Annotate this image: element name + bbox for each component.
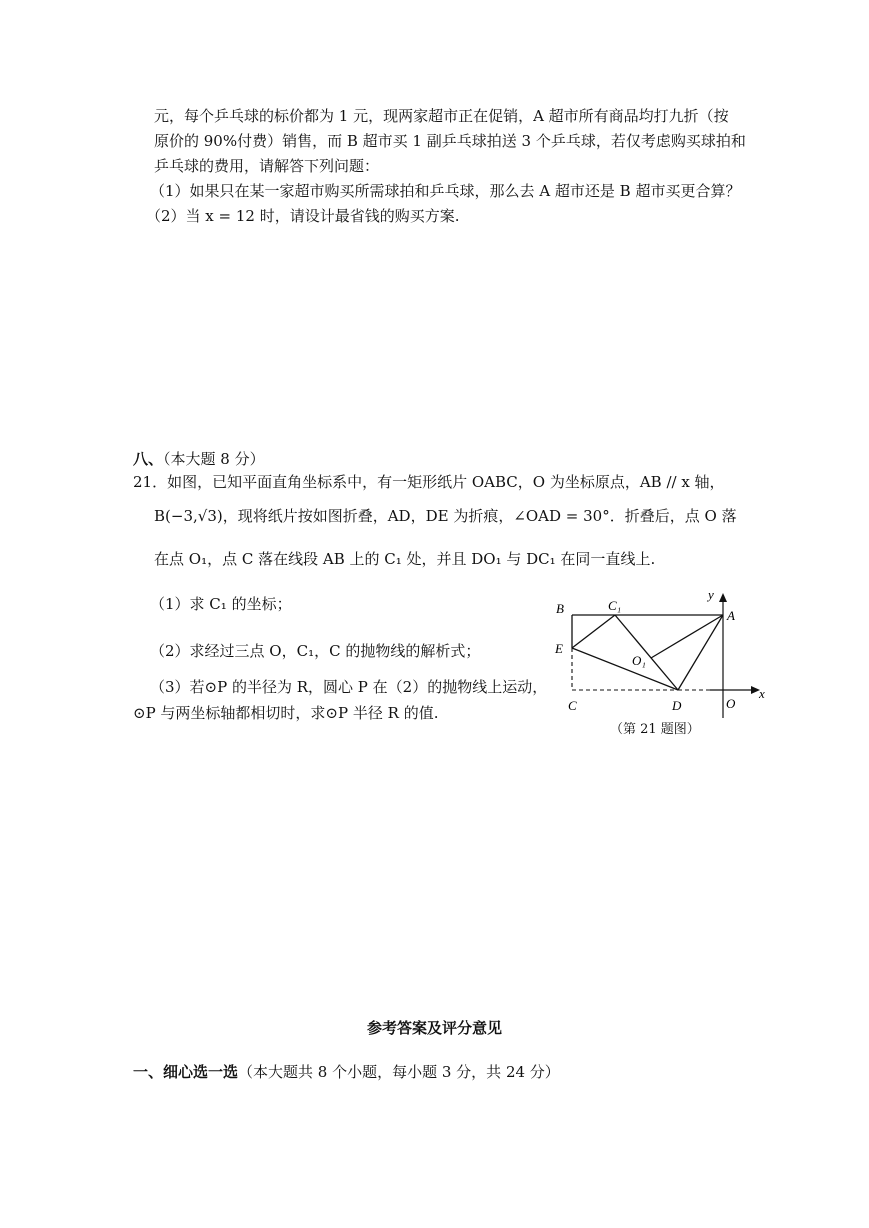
q20-subquestion-1: （1）如果只在某一家超市购买所需球拍和乒乓球，那么去 A 超市还是 B 超市买更合算？ — [150, 182, 741, 200]
answers-section-1-heading — [133, 1062, 560, 1082]
y-axis-arrow — [719, 593, 727, 602]
q21-subquestion-3a: （3）若⊙P 的半径为 R，圆心 P 在（2）的抛物线上运动， — [150, 678, 548, 696]
label-c1: C₁ — [608, 598, 622, 613]
q21-line-3: 在点 O₁，点 C 落在线段 AB 上的 C₁ 处，并且 DO₁ 与 DC₁ 在同一直线上. — [154, 550, 656, 568]
label-b: B — [556, 601, 564, 616]
q21-subquestion-3b: ⊙P 与两坐标轴都相切时，求⊙P 半径 R 的值. — [133, 704, 439, 722]
figure-caption: （第 21 题图） — [610, 722, 700, 737]
label-a: A — [727, 608, 735, 623]
q21-line-2: B(−3,√3)，现将纸片按如图折叠，AD，DE 为折痕，∠OAD = 30°．折叠后，点 O 落 — [154, 507, 737, 525]
segment-c1d — [615, 615, 678, 690]
section-8-heading — [133, 449, 265, 469]
answers-title: 参考答案及评分意见 — [366, 1019, 502, 1037]
label-o1: O₁ — [632, 653, 646, 668]
label-e: E — [555, 641, 563, 656]
label-d: D — [672, 698, 682, 713]
q20-line-3: 乒乓球的费用，请解答下列问题： — [154, 157, 380, 175]
section-8-number: 八、 — [133, 450, 164, 468]
q20-subquestion-2: （2）当 x = 12 时，请设计最省钱的购买方案. — [146, 207, 460, 225]
segment-ed — [572, 648, 678, 690]
section-8-points: （本大题 8 分） — [163, 450, 265, 468]
q20-line-1: 元，每个乒乓球的标价都为 1 元，现两家超市正在促销，A 超市所有商品均打九折（按 — [154, 107, 729, 125]
q21-subquestion-1: （1）求 C₁ 的坐标； — [150, 595, 292, 613]
segment-ao1 — [651, 615, 723, 658]
segment-ec1 — [572, 615, 615, 648]
q21-subquestion-2: （2）求经过三点 O，C₁，C 的抛物线的解析式； — [150, 642, 481, 660]
q21-line-1: 21．如图，已知平面直角坐标系中，有一矩形纸片 OABC，O 为坐标原点，AB // x 轴， — [133, 473, 725, 491]
label-y: y — [708, 587, 714, 602]
label-x: x — [759, 686, 765, 701]
segment-ad — [678, 615, 723, 690]
q20-line-2: 原价的 90%付费）销售，而 B 超市买 1 副乒乓球拍送 3 个乒乓球，若仅考虑购买球拍和 — [154, 132, 746, 150]
label-o: O — [726, 696, 736, 711]
label-c: C — [568, 698, 577, 713]
answers-section-1-note: （本大题共 8 个小题，每小题 3 分，共 24 分） — [238, 1063, 560, 1081]
answers-section-1-label: 一、细心选一选 — [133, 1063, 239, 1081]
